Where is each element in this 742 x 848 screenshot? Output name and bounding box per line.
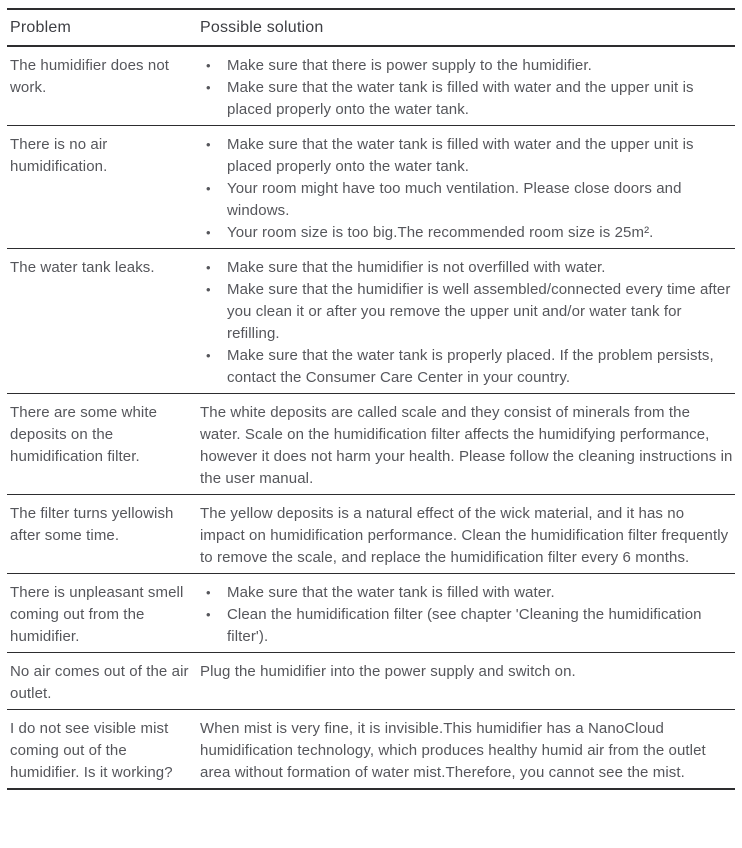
solution-cell: [200, 55, 733, 121]
problem-column-header: Problem: [10, 19, 71, 36]
problem-cell: There are some white deposits on the humidification filter.: [10, 404, 158, 465]
table-row: [7, 653, 735, 710]
solution-bullet-list: [200, 257, 733, 389]
problem-cell: There is no air humidification.: [10, 136, 108, 175]
problem-cell: No air comes out of the air outlet.: [10, 663, 189, 702]
solution-bullet-list: [200, 134, 733, 244]
table-row: [7, 47, 735, 126]
solution-bullet-list: [200, 582, 733, 648]
problem-cell: The filter turns yellowish after some time.: [10, 505, 174, 544]
solution-text: Make sure that the water tank is filled with water.: [227, 584, 555, 601]
problem-cell: There is unpleasant smell coming out from the humidifier.: [10, 584, 184, 645]
solution-text: Clean the humidification filter (see chapter 'Cleaning the humidification filter').: [227, 606, 702, 645]
solution-text: Make sure that the water tank is filled with water and the upper unit is placed properly onto the water tank.: [227, 136, 694, 175]
solution-bullet-item: [200, 582, 733, 604]
bullet-icon: •: [206, 58, 211, 73]
solution-column-header: Possible solution: [200, 19, 324, 36]
solution-bullet-list: [200, 55, 733, 121]
solution-bullet-item: [200, 257, 733, 279]
bullet-icon: •: [206, 225, 211, 240]
solution-cell: [200, 257, 733, 389]
solution-text: Make sure that there is power supply to the humidifier.: [227, 57, 592, 74]
bullet-icon: •: [206, 282, 211, 297]
solution-text: Make sure that the water tank is filled with water and the upper unit is placed properly onto the water tank.: [227, 79, 694, 118]
table-row: [7, 394, 735, 495]
problem-cell: I do not see visible mist coming out of the humidifier. Is it working?: [10, 720, 173, 781]
table-row: [7, 495, 735, 574]
bullet-icon: •: [206, 181, 211, 196]
bullet-icon: •: [206, 80, 211, 95]
table-row: [7, 574, 735, 653]
solution-text: Your room might have too much ventilation. Please close doors and windows.: [227, 180, 682, 219]
solution-paragraph: The yellow deposits is a natural effect of the wick material, and it has no impact on humidification performance. Clean the humidification filter frequently to remove the scale, and replace the humidification filter every 6 months.: [200, 505, 729, 566]
solution-bullet-item: [200, 222, 733, 244]
bullet-icon: •: [206, 348, 211, 363]
solution-bullet-item: [200, 178, 733, 222]
solution-text: Your room size is too big.The recommended room size is 25m².: [227, 224, 654, 241]
solution-bullet-item: [200, 604, 733, 648]
solution-paragraph: When mist is very fine, it is invisible.This humidifier has a NanoCloud humidification technology, which produces healthy humid air from the outlet area without formation of water mist.Therefore, you cannot see the mist.: [200, 720, 706, 781]
solution-cell: [200, 718, 733, 784]
bullet-icon: •: [206, 260, 211, 275]
table-header-row: [7, 8, 735, 47]
solution-paragraph: The white deposits are called scale and they consist of minerals from the water. Scale on the humidification filter affects the humidifying performance, however it does not harm your health. Please follow the cleaning instructions in the user manual.: [200, 404, 733, 487]
solution-cell: [200, 582, 733, 648]
solution-bullet-item: [200, 77, 733, 121]
solution-cell: [200, 134, 733, 244]
table-row: [7, 126, 735, 249]
solution-paragraph: Plug the humidifier into the power supply and switch on.: [200, 663, 576, 680]
bullet-icon: •: [206, 607, 211, 622]
solution-bullet-item: [200, 134, 733, 178]
table-row: [7, 249, 735, 394]
troubleshooting-table: [7, 8, 735, 790]
solution-text: Make sure that the humidifier is well assembled/connected every time after you clean it or after you remove the upper unit and/or water tank for refilling.: [227, 281, 731, 342]
manual-page: [0, 8, 742, 848]
table-row: [7, 710, 735, 790]
problem-cell: The water tank leaks.: [10, 259, 155, 276]
solution-bullet-item: [200, 345, 733, 389]
solution-cell: [200, 402, 733, 490]
solution-text: Make sure that the water tank is properly placed. If the problem persists, contact the Consumer Care Center in your country.: [227, 347, 714, 386]
solution-bullet-item: [200, 55, 733, 77]
problem-cell: The humidifier does not work.: [10, 57, 170, 96]
bullet-icon: •: [206, 137, 211, 152]
solution-cell: [200, 503, 733, 569]
table-body: [7, 47, 735, 790]
solution-bullet-item: [200, 279, 733, 345]
bullet-icon: •: [206, 585, 211, 600]
solution-text: Make sure that the humidifier is not overfilled with water.: [227, 259, 606, 276]
solution-cell: [200, 661, 733, 705]
